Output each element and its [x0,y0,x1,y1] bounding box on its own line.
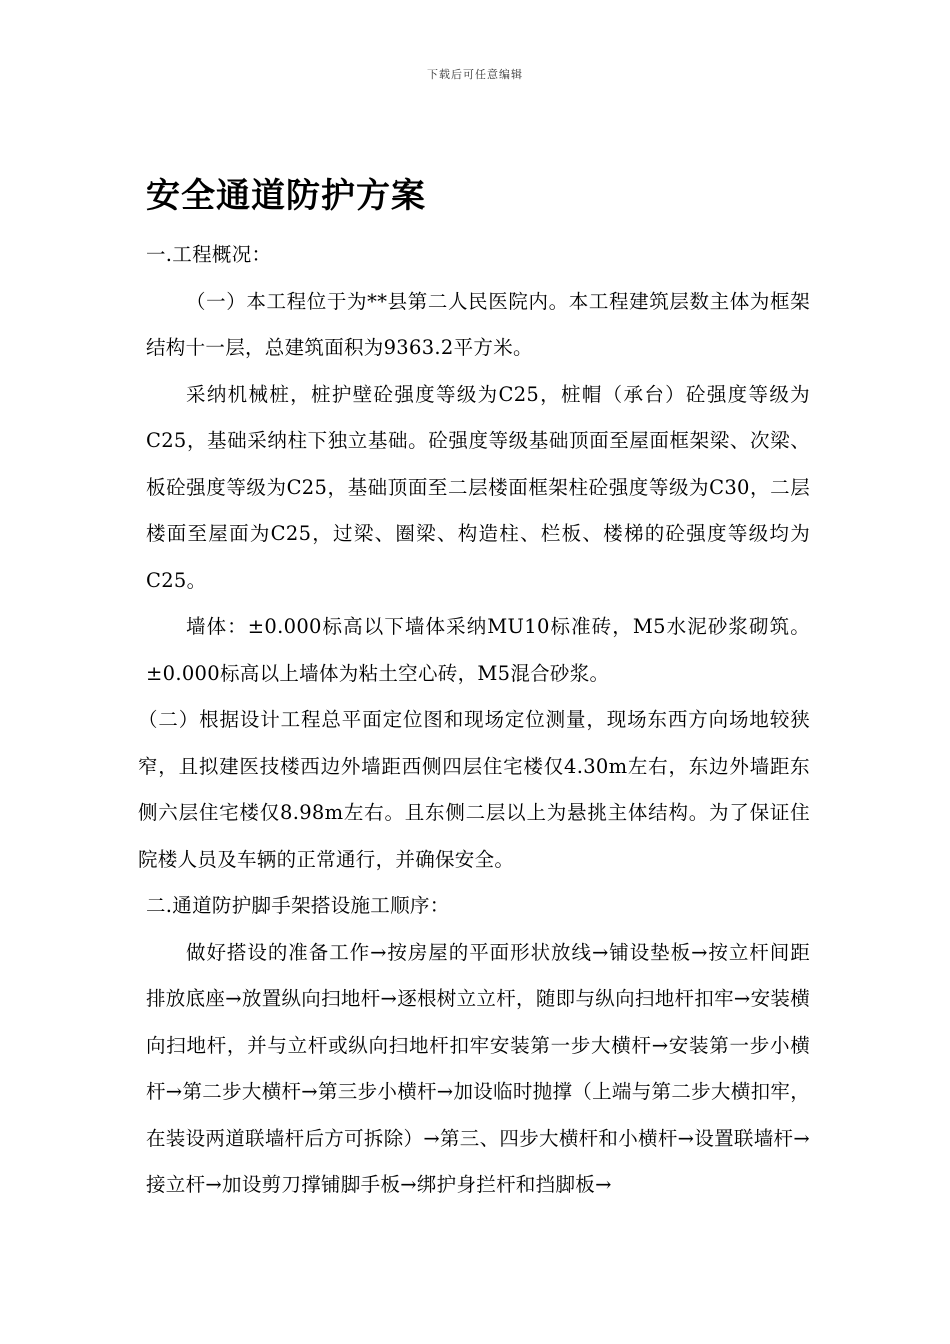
document-title: 安全通道防护方案 [146,176,426,216]
paragraph-walls: 墙体：±0.000标高以下墙体采纳MU10标准砖，M5水泥砂浆砌筑。±0.000标高以上墙体为粘土空心砖，M5混合砂浆。 [146,615,810,685]
section-heading-overview: 一.工程概况： [146,243,272,266]
document-body [138,232,810,1209]
paragraph-foundation: 采纳机械桩，桩护壁砼强度等级为C25，桩帽（承台）砼强度等级为C25，基础采纳柱下独立基础。砼强度等级基础顶面至屋面框架梁、次梁、板砼强度等级为C25，基础顶面至二层楼面框架柱砼强度等级为C30，二层楼面至屋面为C25，过梁、圈梁、构造柱、栏板、楼梯的砼强度等级均为C25。 [146,382,810,592]
section-heading-scaffold-sequence: 二.通道防护脚手架搭设施工顺序： [146,894,450,917]
paragraph-site-conditions: （二）根据设计工程总平面定位图和现场定位测量，现场东西方向场地较狭窄，且拟建医技楼西边外墙距西侧四层住宅楼仅4.30m左右，东边外墙距东侧六层住宅楼仅8.98m左右。且东侧二层以上为悬挑主体结构。为了保证住院楼人员及车辆的正常通行，并确保安全。 [138,708,810,871]
paragraph-project-location: （一）本工程位于为**县第二人民医院内。本工程建筑层数主体为框架结构十一层，总建筑面积为9363.2平方米。 [146,289,810,359]
header-note: 下载后可任意编辑 [427,68,523,81]
paragraph-scaffold-steps: 做好搭设的准备工作→按房屋的平面形状放线→铺设垫板→按立杆间距排放底座→放置纵向扫地杆→逐根树立立杆，随即与纵向扫地杆扣牢→安装横向扫地杆，并与立杆或纵向扫地杆扣牢安装第一步大横杆→安装第一步小横杆→第二步大横杆→第三步小横杆→加设临时抛撑（上端与第二步大横扣牢，在装设两道联墙杆后方可拆除）→第三、四步大横杆和小横杆→设置联墙杆→接立杆→加设剪刀撑铺脚手板→绑护身拦杆和挡脚板→ [146,940,810,1196]
